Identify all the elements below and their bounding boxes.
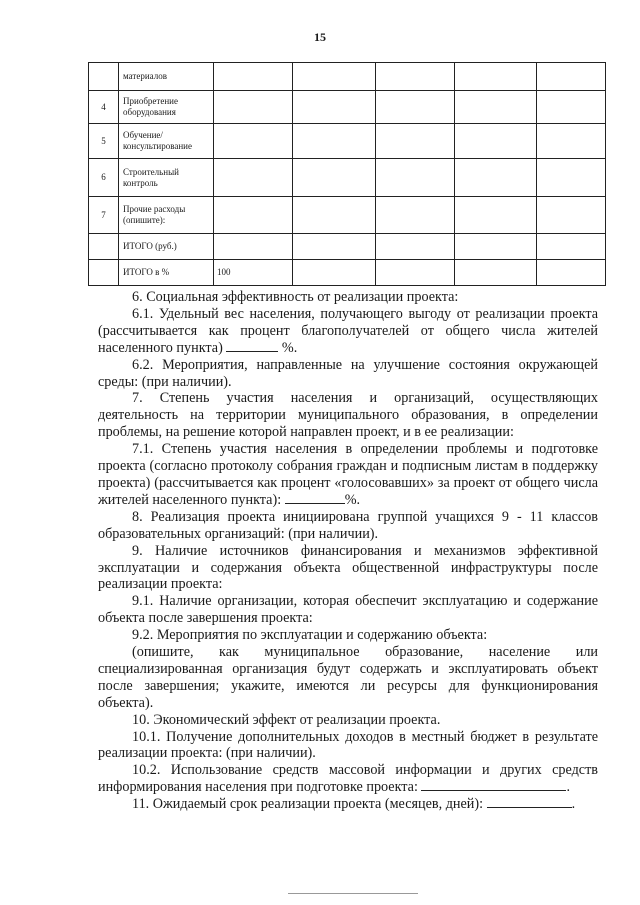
row-label: ИТОГО (руб.) (119, 234, 214, 260)
cost-table (88, 62, 606, 286)
fill-blank[interactable] (487, 807, 572, 808)
table-row (89, 234, 606, 260)
table-row (89, 124, 606, 159)
row-value (214, 197, 293, 234)
paragraph-participation: 7. Степень участия населения и организаций, осуществляющих деятельность на территории муниципального образования, в определении проблемы, на решение которой направлен проект, и в ее реализации: (98, 390, 598, 441)
row-value (214, 159, 293, 197)
paragraph-media: 10.2. Использование средств массовой информации и других средств информирования населения при подготовке проекта: . (98, 762, 598, 796)
row-number: 6 (89, 159, 119, 197)
table-row (89, 63, 606, 91)
row-value: 100 (214, 260, 293, 286)
row-value (214, 234, 293, 260)
table-row (89, 197, 606, 234)
paragraph-environment: 6.2. Мероприятия, направленные на улучшение состояния окружающей среды: (при наличии). (98, 356, 598, 390)
table-row (89, 260, 606, 286)
paragraph-students: 8. Реализация проекта инициирована группой учащихся 9 - 11 классов образовательных организаций: (при наличии). (98, 508, 598, 542)
fill-blank[interactable] (421, 790, 566, 791)
paragraph-describe: (опишите, как муниципальное образование, население или специализированная организация будут содержать и эксплуатировать объект после завершения; укажите, имеются ли ресурсы для функционирования объекта). (98, 644, 598, 711)
row-label: Приобретение оборудования (119, 91, 214, 124)
row-label: ИТОГО в % (119, 260, 214, 286)
row-label: Строительный контроль (119, 159, 214, 197)
body-text (98, 289, 598, 813)
page-number: 15 (314, 30, 326, 44)
paragraph-maintenance: 9.2. Мероприятия по эксплуатации и содержанию объекта: (132, 627, 488, 644)
paragraph-population-share: 6.1. Удельный вес населения, получающего выгоду от реализации проекта (рассчитывается как процент благополучателей от общего числа жителей населенного пункта) %. (98, 305, 598, 356)
fill-blank[interactable] (226, 351, 278, 352)
row-value (214, 124, 293, 159)
paragraph-economic-effect: 10. Экономический эффект от реализации проекта. (132, 711, 441, 728)
row-label: Прочие расходы (опишите): (119, 197, 214, 234)
row-label: материалов (119, 63, 214, 91)
paragraph-duration: 11. Ожидаемый срок реализации проекта (месяцев, дней): . (132, 796, 576, 813)
row-number: 5 (89, 124, 119, 159)
paragraph-organization: 9.1. Наличие организации, которая обеспечит эксплуатацию и содержание объекта после завершения проекта: (98, 593, 598, 627)
row-number (89, 234, 119, 260)
paragraph-social-efficiency: 6. Социальная эффективность от реализации проекта: (132, 289, 459, 305)
paragraph-financing: 9. Наличие источников финансирования и механизмов эффективной эксплуатации и содержания объекта общественной инфраструктуры после реализации проекта: (98, 542, 598, 593)
table-row (89, 159, 606, 197)
row-number: 7 (89, 197, 119, 234)
row-number (89, 260, 119, 286)
row-value (214, 63, 293, 91)
paragraph-participation-share: 7.1. Степень участия населения в определении проблемы и подготовке проекта (согласно протоколу собрания граждан и подписным листам в поддержку проекта) (рассчитывается как процент «голосовавших» за проект от общего числа жителей населенного пункта): %. (98, 441, 598, 508)
row-label: Обучение/ консультирование (119, 124, 214, 159)
fill-blank[interactable] (285, 503, 345, 504)
table-row (89, 91, 606, 124)
footer-line (288, 893, 418, 894)
row-number (89, 63, 119, 91)
paragraph-revenue: 10.1. Получение дополнительных доходов в местный бюджет в результате реализации проекта: (при наличии). (98, 728, 598, 762)
row-number: 4 (89, 91, 119, 124)
row-value (214, 91, 293, 124)
